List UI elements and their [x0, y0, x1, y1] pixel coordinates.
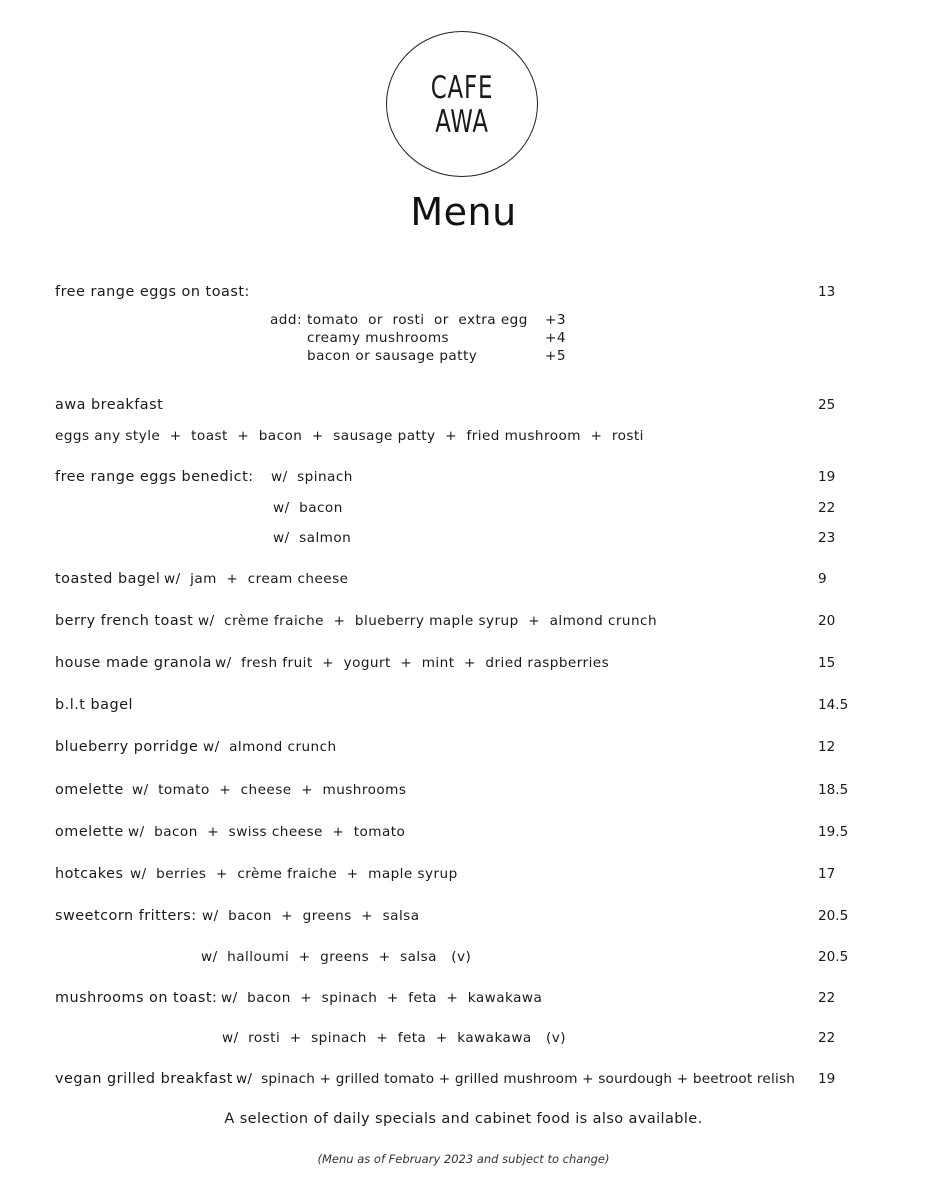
item-name-berry-french-toast: berry french toast: [55, 613, 194, 629]
addon-item: bacon or sausage patty: [307, 348, 478, 364]
mushrooms-option: w/ rosti + spinach + feta + kawakawa (v): [222, 1030, 566, 1046]
item-name-omelette-1: omelette: [55, 782, 124, 798]
item-description-omelette-2: w/ bacon + swiss cheese + tomato: [128, 824, 406, 840]
item-price-awa-breakfast: 25: [818, 397, 836, 413]
logo-text-line-1: CAFE: [430, 70, 494, 106]
addon-item: tomato or rosti or extra egg: [307, 312, 528, 328]
item-price-granola: 15: [818, 655, 836, 671]
item-name-awa-breakfast: awa breakfast: [55, 397, 164, 413]
item-description-awa-breakfast: eggs any style + toast + bacon + sausage patty + fried mushroom + rosti: [55, 428, 644, 444]
item-description-porridge: w/ almond crunch: [203, 739, 337, 755]
item-name-eggs-benedict: free range eggs benedict:: [55, 469, 254, 485]
benedict-option-price: 22: [818, 500, 836, 516]
item-description-berry-french-toast: w/ crème fraiche + blueberry maple syrup + almond crunch: [198, 613, 658, 629]
item-price-omelette-1: 18.5: [818, 782, 849, 798]
item-description-granola: w/ fresh fruit + yogurt + mint + dried raspberries: [215, 655, 610, 671]
item-price-hotcakes: 17: [818, 866, 836, 882]
item-description-omelette-1: w/ tomato + cheese + mushrooms: [132, 782, 407, 798]
benedict-option: w/ bacon: [273, 500, 343, 516]
addon-label: add:: [270, 312, 302, 328]
item-name-vegan-breakfast: vegan grilled breakfast: [55, 1071, 233, 1087]
item-description-vegan-breakfast: w/ spinach + grilled tomato + grilled mushroom + sourdough + beetroot relish: [236, 1071, 796, 1087]
mushrooms-option-price: 22: [818, 990, 836, 1006]
item-description-hotcakes: w/ berries + crème fraiche + maple syrup: [130, 866, 458, 882]
fritters-option-price: 20.5: [818, 949, 849, 965]
item-name-porridge: blueberry porridge: [55, 739, 199, 755]
cafe-logo: [386, 31, 538, 177]
item-price-berry-french-toast: 20: [818, 613, 836, 629]
addon-item: creamy mushrooms: [307, 330, 450, 346]
addon-price: +5: [545, 348, 566, 364]
fritters-option-price: 20.5: [818, 908, 849, 924]
item-price-porridge: 12: [818, 739, 836, 755]
mushrooms-option-price: 22: [818, 1030, 836, 1046]
benedict-option-price: 23: [818, 530, 836, 546]
benedict-option-price: 19: [818, 469, 836, 485]
item-price-vegan-breakfast: 19: [818, 1071, 836, 1087]
addon-price: +4: [545, 330, 566, 346]
item-name-sweetcorn-fritters: sweetcorn fritters:: [55, 908, 197, 924]
item-price-omelette-2: 19.5: [818, 824, 849, 840]
menu-date-note: (Menu as of February 2023 and subject to change): [317, 1152, 610, 1166]
item-name-omelette-2: omelette: [55, 824, 124, 840]
addon-price: +3: [545, 312, 566, 328]
mushrooms-option: w/ bacon + spinach + feta + kawakawa: [221, 990, 543, 1006]
item-name-granola: house made granola: [55, 655, 212, 671]
item-price-eggs-on-toast: 13: [818, 284, 836, 300]
benedict-option: w/ spinach: [271, 469, 353, 485]
item-price-blt-bagel: 14.5: [818, 697, 849, 713]
fritters-option: w/ halloumi + greens + salsa (v): [201, 949, 472, 965]
item-name-eggs-on-toast: free range eggs on toast:: [55, 284, 250, 300]
item-name-hotcakes: hotcakes: [55, 866, 124, 882]
item-name-toasted-bagel: toasted bagel: [55, 571, 161, 587]
page-title: Menu: [410, 190, 517, 234]
benedict-option: w/ salmon: [273, 530, 352, 546]
specials-note: A selection of daily specials and cabinet food is also available.: [224, 1111, 703, 1127]
logo-text-line-2: AWA: [435, 104, 489, 140]
item-name-mushrooms-on-toast: mushrooms on toast:: [55, 990, 218, 1006]
item-price-toasted-bagel: 9: [818, 571, 827, 587]
item-description-toasted-bagel: w/ jam + cream cheese: [164, 571, 349, 587]
fritters-option: w/ bacon + greens + salsa: [202, 908, 420, 924]
item-name-blt-bagel: b.l.t bagel: [55, 697, 133, 713]
